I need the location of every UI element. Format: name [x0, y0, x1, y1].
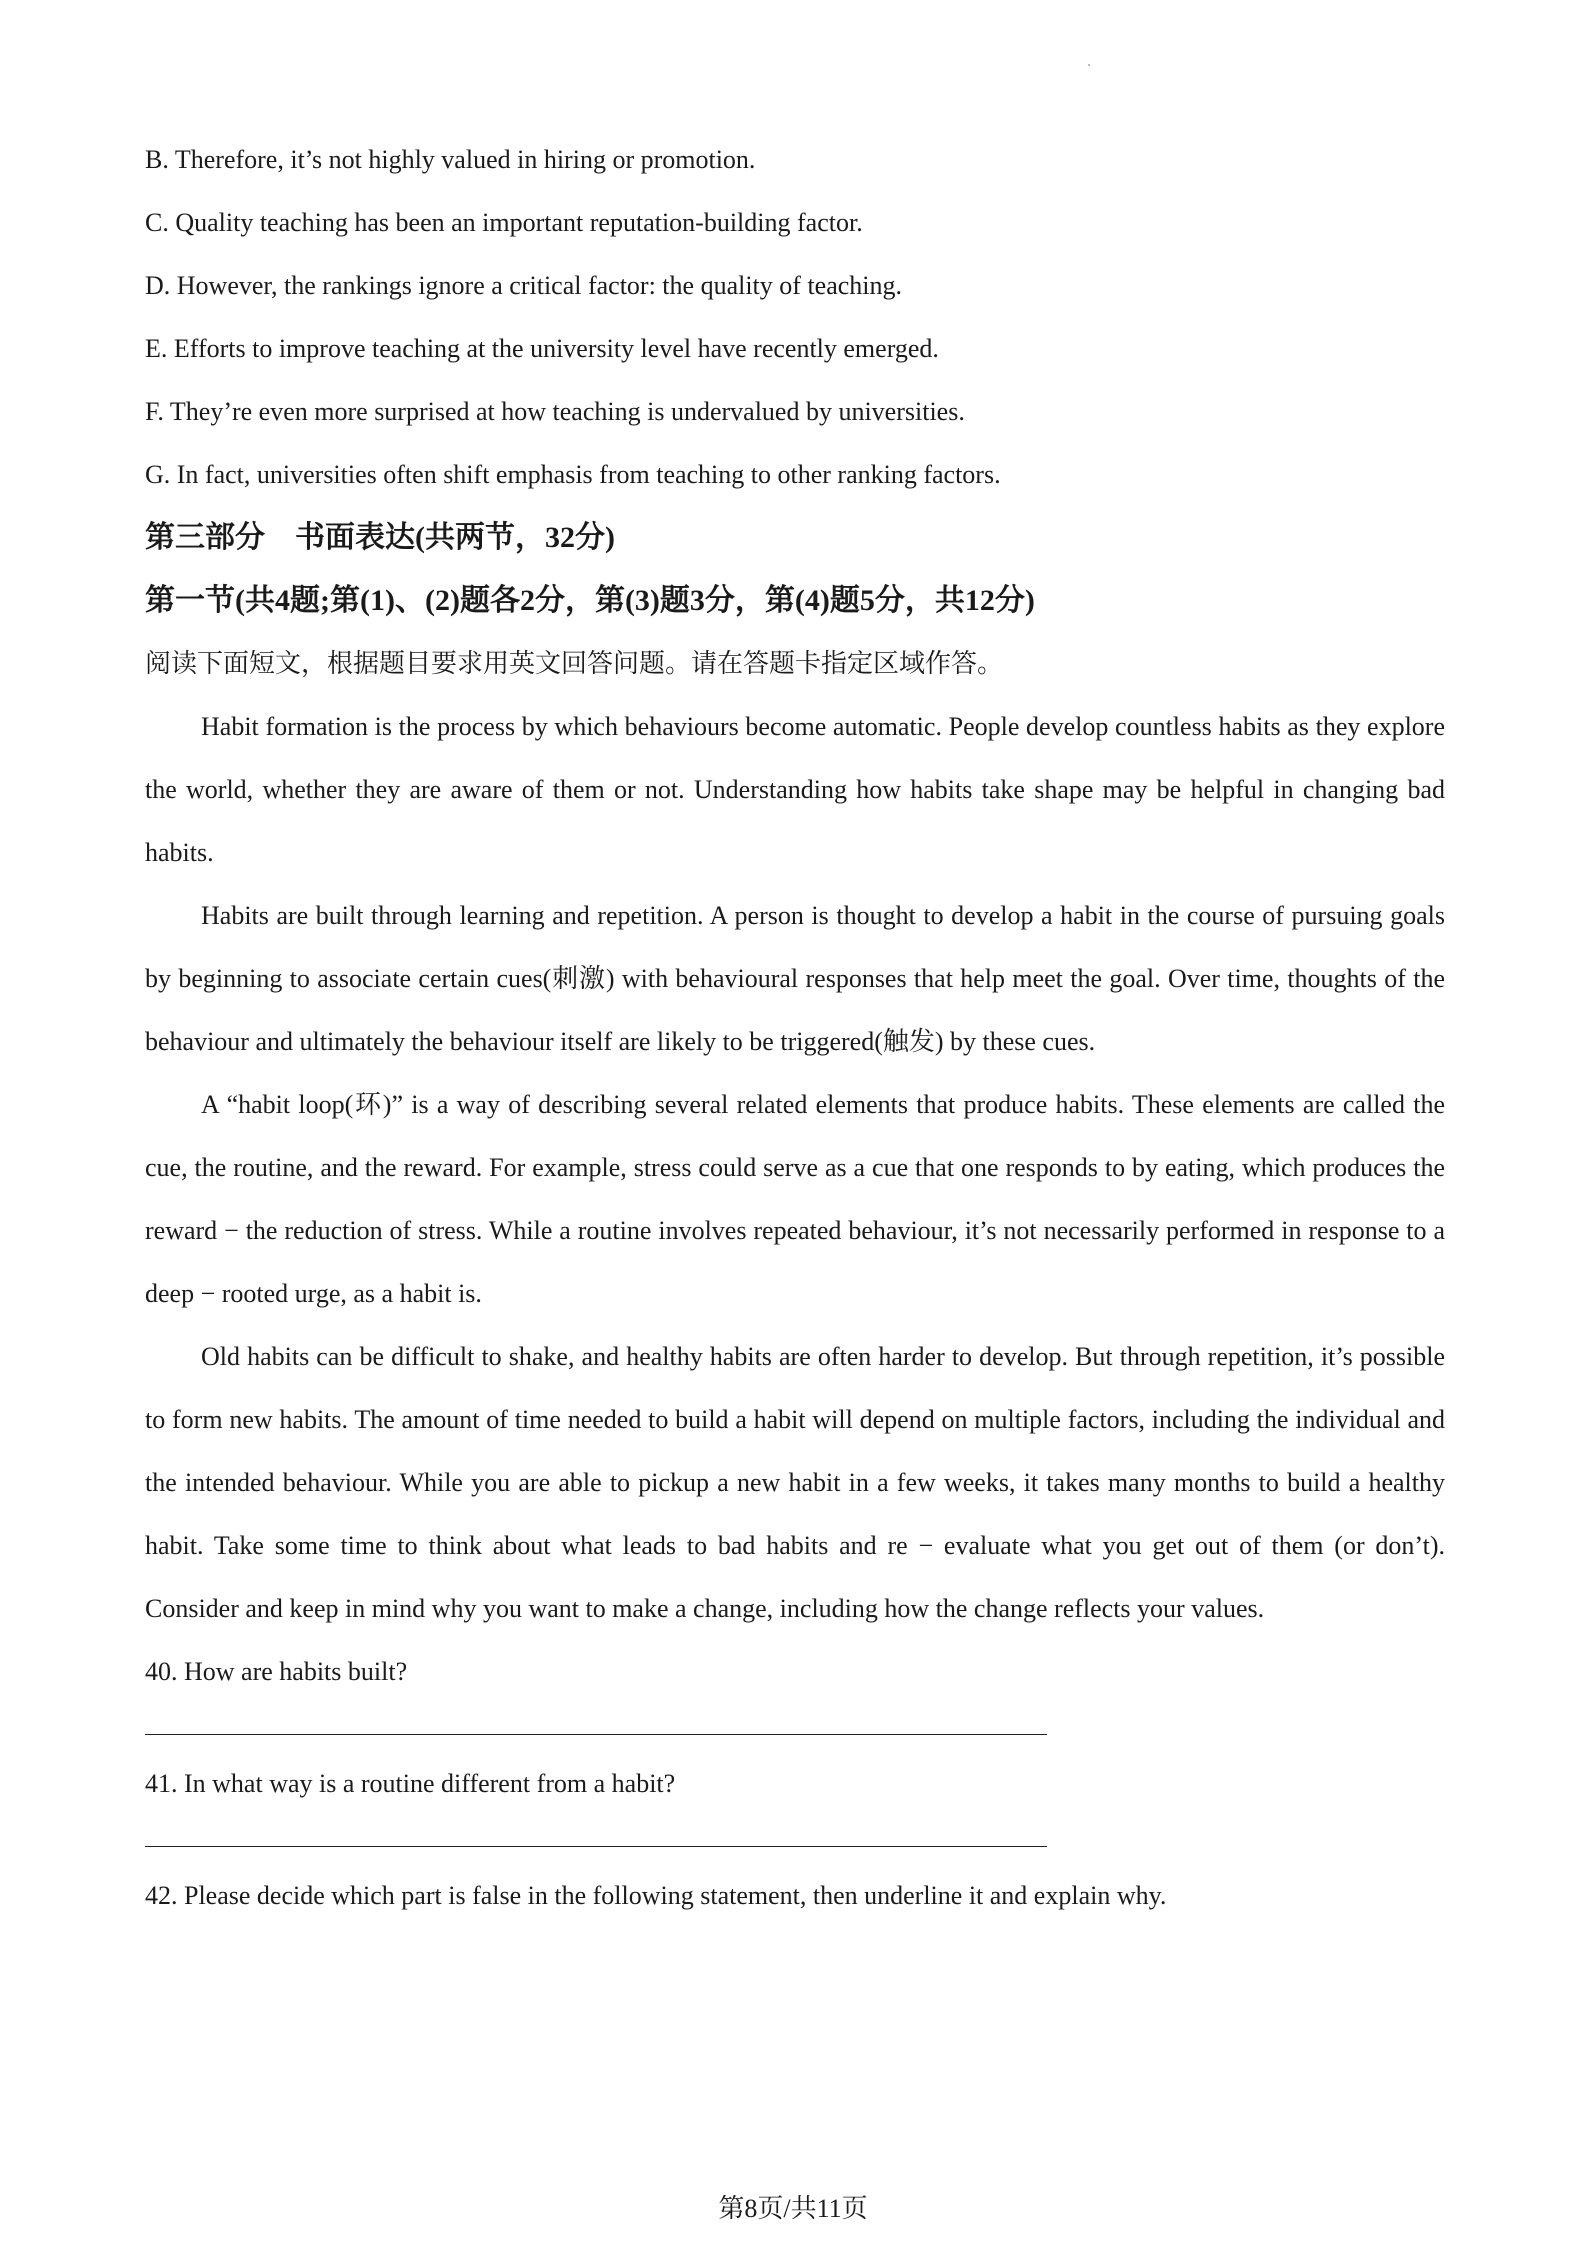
option-e: E. Efforts to improve teaching at the university level have recently emerged.	[145, 334, 939, 363]
passage-paragraph-3: A “habit loop(环)” is a way of describing several related elements that produce habits. These elements are called the cue, the routine, and the reward. For example, stress could serve as a cue that one responds to by eating, which produces the reward − the reduction of stress. While a routine involves repeated behaviour, it’s not necessarily performed in response to a deep − rooted urge, as a habit is.	[145, 1090, 1445, 1308]
passage-paragraph-1: Habit formation is the process by which behaviours become automatic. People develop countless habits as they explore the world, whether they are aware of them or not. Understanding how habits take shape may be helpful in changing bad habits.	[145, 712, 1445, 867]
question-40: 40. How are habits built?	[145, 1657, 408, 1686]
option-d: D. However, the rankings ignore a critical factor: the quality of teaching.	[145, 271, 903, 300]
instruction-text: 阅读下面短文，根据题目要求用英文回答问题。请在答题卡指定区域作答。	[145, 649, 1004, 678]
passage-paragraph-4: Old habits can be difficult to shake, and healthy habits are often harder to develop. But through repetition, it’s possible to form new habits. The amount of time needed to build a habit will depend on multiple factors, including the individual and the intended behaviour. While you are able to pickup a new habit in a few weeks, it takes many months to build a healthy habit. Take some time to think about what leads to bad habits and re − evaluate what you get out of them (or don’t). Consider and keep in mind why you want to make a change, including how the change reflects your values.	[145, 1342, 1445, 1623]
option-g: G. In fact, universities often shift emphasis from teaching to other ranking factors.	[145, 460, 1001, 489]
scan-mark	[1088, 64, 1090, 66]
option-f: F. They’re even more surprised at how teaching is undervalued by universities.	[145, 397, 965, 426]
part3-heading: 第三部分 书面表达(共两节，32分)	[145, 521, 615, 554]
option-b: B. Therefore, it’s not highly valued in hiring or promotion.	[145, 145, 756, 174]
section1-heading: 第一节(共4题;第(1)、(2)题各2分，第(3)题3分，第(4)题5分，共12分)	[145, 584, 1035, 617]
page-footer: 第8页/共11页	[718, 2194, 868, 2223]
option-c: C. Quality teaching has been an important reputation-building factor.	[145, 208, 863, 237]
question-42: 42. Please decide which part is false in the following statement, then underline it and explain why.	[145, 1881, 1167, 1910]
page-content	[145, 128, 1445, 1927]
passage-paragraph-2: Habits are built through learning and repetition. A person is thought to develop a habit in the course of pursuing goals by beginning to associate certain cues(刺激) with behavioural responses that help meet the goal. Over time, thoughts of the behaviour and ultimately the behaviour itself are likely to be triggered(触发) by these cues.	[145, 901, 1445, 1056]
answer-line-40[interactable]	[145, 1734, 1047, 1735]
answer-line-41[interactable]	[145, 1846, 1047, 1847]
question-41: 41. In what way is a routine different from a habit?	[145, 1769, 676, 1798]
